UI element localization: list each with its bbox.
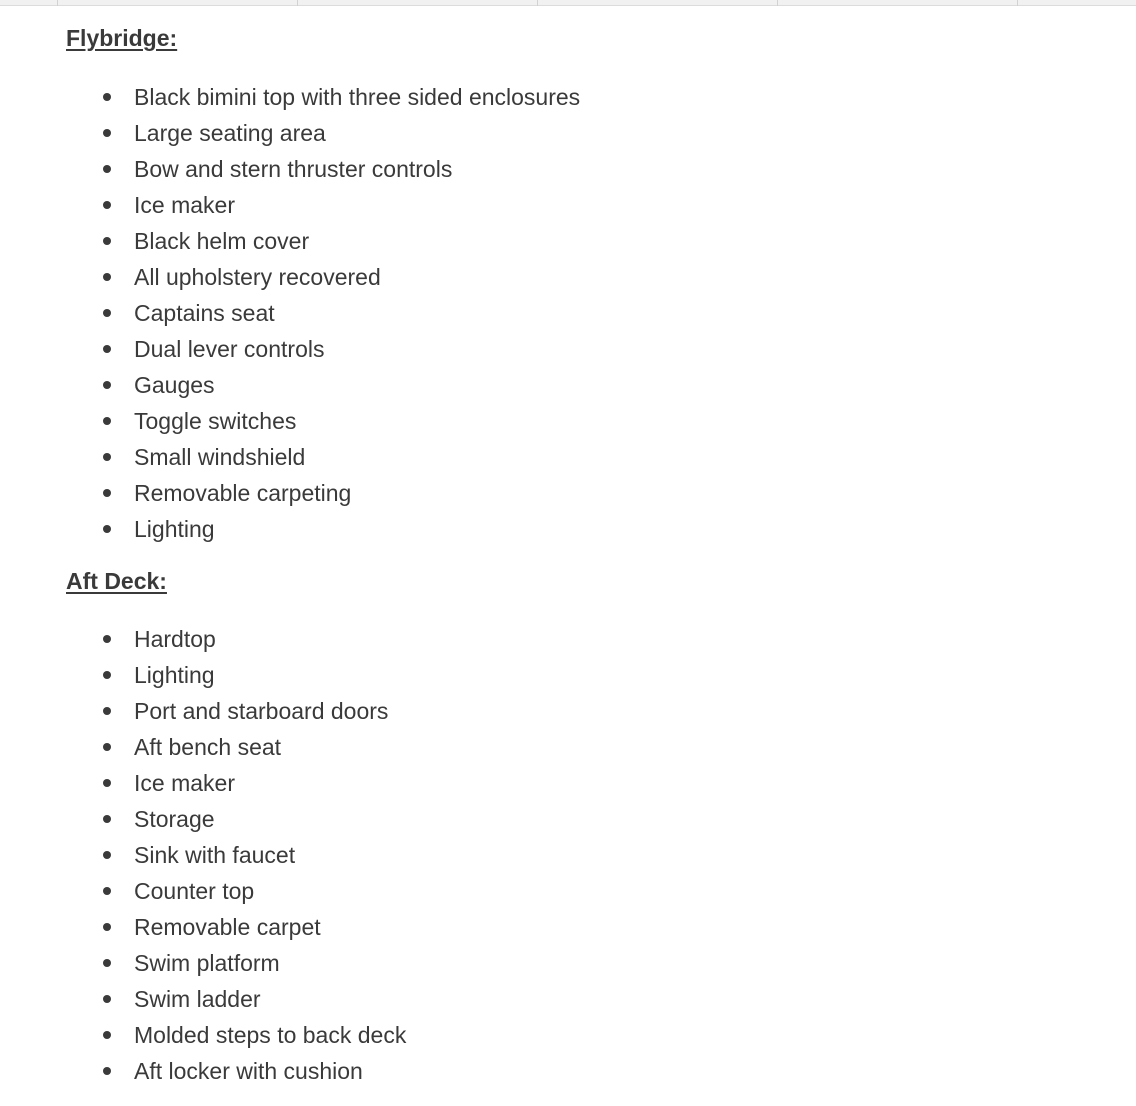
tab-divider: [57, 0, 58, 6]
bullet-icon: [103, 201, 111, 209]
bullet-icon: [103, 635, 111, 643]
list-item: [66, 187, 1066, 223]
list-item: [66, 657, 1066, 693]
bullet-icon: [103, 273, 111, 281]
list-item: [66, 331, 1066, 367]
bullet-icon: [103, 707, 111, 715]
list-item-text: Dual lever controls: [134, 336, 325, 362]
list-item: [66, 151, 1066, 187]
tab-divider: [297, 0, 298, 6]
list-item-text: Small windshield: [134, 444, 306, 470]
list-item-text: Removable carpet: [134, 914, 321, 940]
bullet-icon: [103, 815, 111, 823]
bullet-icon: [103, 743, 111, 751]
bullet-icon: [103, 93, 111, 101]
list-item-text: Removable carpeting: [134, 480, 352, 506]
bullet-icon: [103, 237, 111, 245]
list-item: [66, 693, 1066, 729]
list-item-text: Captains seat: [134, 300, 275, 326]
bullet-icon: [103, 1067, 111, 1075]
list-item: [66, 621, 1066, 657]
list-item: [66, 945, 1066, 981]
list-item-text: Lighting: [134, 516, 215, 542]
flybridge-feature-list: [66, 79, 1066, 547]
list-item-text: Swim ladder: [134, 986, 261, 1012]
list-item-text: Ice maker: [134, 192, 235, 218]
list-item: [66, 1017, 1066, 1053]
list-item: [66, 367, 1066, 403]
list-item: [66, 981, 1066, 1017]
aft-deck-heading: Aft Deck:: [66, 568, 167, 594]
list-item-text: Ice maker: [134, 770, 235, 796]
tab-divider: [537, 0, 538, 6]
list-item: [66, 439, 1066, 475]
list-item-text: Lighting: [134, 662, 215, 688]
list-item-text: Molded steps to back deck: [134, 1022, 407, 1048]
list-item: [66, 475, 1066, 511]
list-item: [66, 223, 1066, 259]
bullet-icon: [103, 525, 111, 533]
list-item: [66, 115, 1066, 151]
bullet-icon: [103, 1031, 111, 1039]
list-item-text: Black bimini top with three sided enclosures: [134, 84, 581, 110]
list-item-text: Port and starboard doors: [134, 698, 389, 724]
bullet-icon: [103, 851, 111, 859]
list-item: [66, 295, 1066, 331]
top-tab-strip: [0, 0, 1136, 6]
list-item-text: Aft bench seat: [134, 734, 282, 760]
list-item: [66, 909, 1066, 945]
bullet-icon: [103, 345, 111, 353]
list-item: [66, 79, 1066, 115]
list-item: [66, 837, 1066, 873]
list-item-text: Gauges: [134, 372, 215, 398]
list-item: [66, 801, 1066, 837]
flybridge-heading: Flybridge:: [66, 25, 178, 51]
bullet-icon: [103, 887, 111, 895]
aft-deck-feature-list: [66, 621, 1066, 1089]
list-item-text: Black helm cover: [134, 228, 310, 254]
list-item: [66, 729, 1066, 765]
bullet-icon: [103, 417, 111, 425]
list-item-text: Hardtop: [134, 626, 216, 652]
tab-divider: [1017, 0, 1018, 6]
bullet-icon: [103, 165, 111, 173]
tab-divider: [777, 0, 778, 6]
bullet-icon: [103, 381, 111, 389]
list-item-text: All upholstery recovered: [134, 264, 381, 290]
bullet-icon: [103, 923, 111, 931]
list-item-text: Aft locker with cushion: [134, 1058, 363, 1084]
list-item-text: Swim platform: [134, 950, 280, 976]
list-item: [66, 403, 1066, 439]
features-content: [66, 20, 1066, 1089]
list-item-text: Toggle switches: [134, 408, 297, 434]
list-item-text: Sink with faucet: [134, 842, 296, 868]
bullet-icon: [103, 309, 111, 317]
list-item: [66, 873, 1066, 909]
list-item: [66, 259, 1066, 295]
bullet-icon: [103, 995, 111, 1003]
bullet-icon: [103, 671, 111, 679]
list-item-text: Storage: [134, 806, 215, 832]
list-item: [66, 511, 1066, 547]
list-item-text: Large seating area: [134, 120, 326, 146]
list-item: [66, 765, 1066, 801]
list-item-text: Bow and stern thruster controls: [134, 156, 453, 182]
bullet-icon: [103, 129, 111, 137]
bullet-icon: [103, 489, 111, 497]
list-item: [66, 1053, 1066, 1089]
bullet-icon: [103, 779, 111, 787]
bullet-icon: [103, 453, 111, 461]
list-item-text: Counter top: [134, 878, 255, 904]
bullet-icon: [103, 959, 111, 967]
